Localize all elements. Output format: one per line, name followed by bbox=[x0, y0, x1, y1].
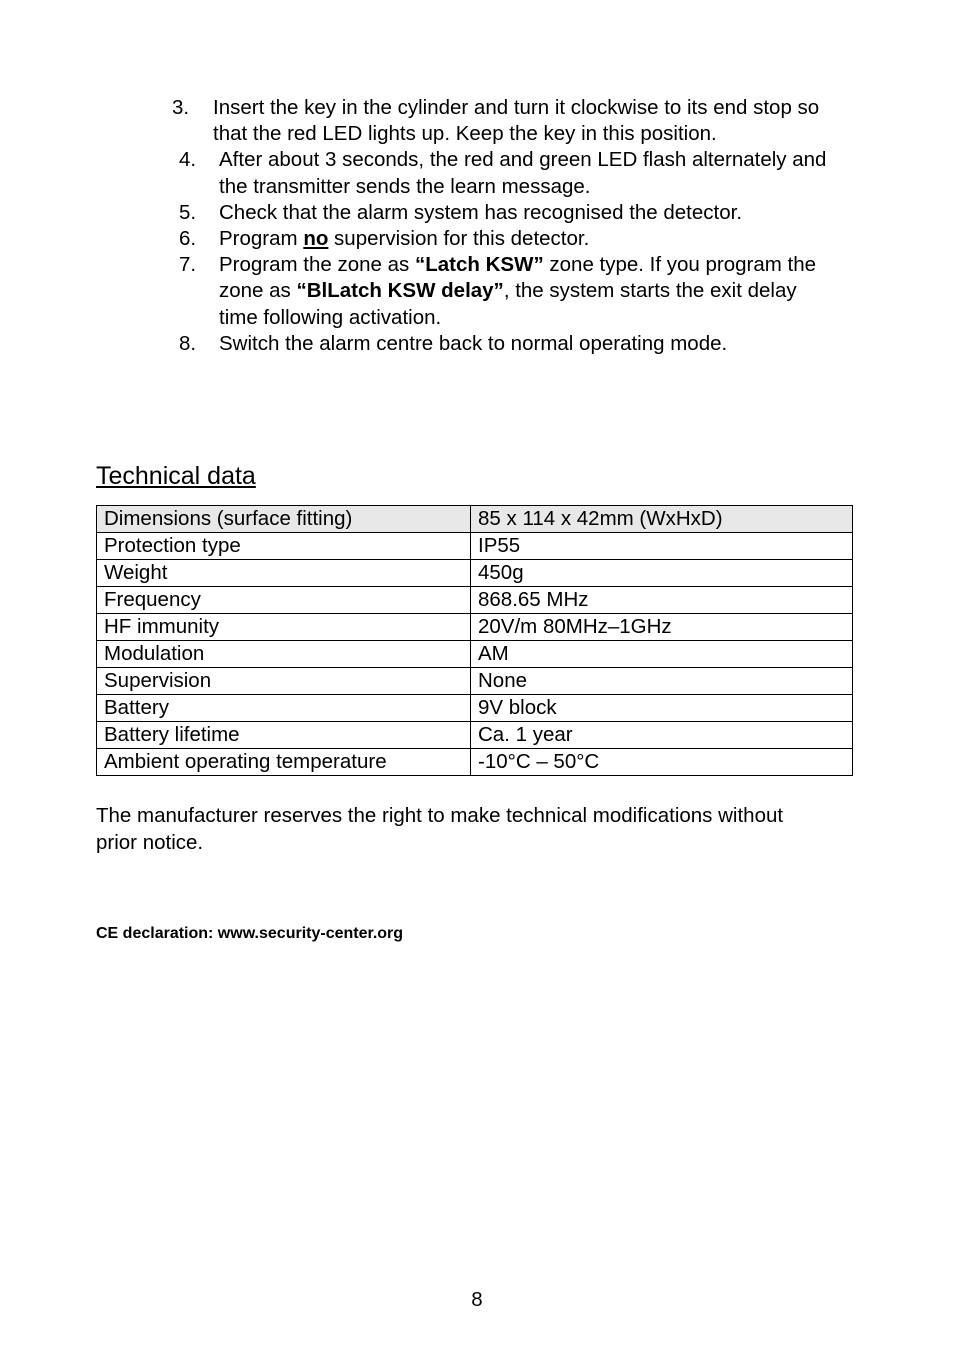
ce-declaration: CE declaration: www.security-center.org bbox=[96, 925, 404, 942]
step-text: Program no supervision for this detector. bbox=[219, 227, 590, 251]
table-cell-label: Dimensions (surface fitting) bbox=[97, 506, 471, 533]
page-number: 8 bbox=[471, 1288, 483, 1311]
table-row bbox=[97, 506, 853, 533]
table-cell-label: Battery lifetime bbox=[97, 722, 471, 749]
table-row bbox=[97, 695, 853, 722]
table-row bbox=[97, 560, 853, 587]
table-cell-value: IP55 bbox=[471, 533, 853, 560]
table-cell-value: 20V/m 80MHz–1GHz bbox=[471, 614, 853, 641]
step-number: 6. bbox=[179, 227, 197, 251]
table-cell-value: Ca. 1 year bbox=[471, 722, 853, 749]
table-row bbox=[97, 668, 853, 695]
table-cell-value: None bbox=[471, 668, 853, 695]
section-title: Technical data bbox=[96, 462, 256, 490]
step-number: 8. bbox=[179, 331, 197, 355]
table-row bbox=[97, 722, 853, 749]
table-cell-label: Supervision bbox=[97, 668, 471, 695]
table-row bbox=[97, 533, 853, 560]
instruction-steps bbox=[172, 95, 832, 357]
list-item bbox=[172, 226, 832, 252]
step-text: Insert the key in the cylinder and turn it clockwise to its end stop so that the red LED lights up. Keep the key in this position. bbox=[213, 96, 820, 146]
list-item bbox=[172, 252, 832, 331]
table-cell-label: Ambient operating temperature bbox=[97, 749, 471, 776]
table-cell-value: 9V block bbox=[471, 695, 853, 722]
table-cell-value: 85 x 114 x 42mm (WxHxD) bbox=[471, 506, 853, 533]
list-item bbox=[172, 200, 832, 226]
step-number: 3. bbox=[172, 96, 190, 119]
table-row bbox=[97, 749, 853, 776]
table-row bbox=[97, 641, 853, 668]
table-cell-label: Battery bbox=[97, 695, 471, 722]
step-text: After about 3 seconds, the red and green LED flash alternately and the transmitter sends the learn message. bbox=[219, 148, 827, 198]
table-row bbox=[97, 587, 853, 614]
list-item bbox=[172, 331, 832, 357]
manufacturer-notice: The manufacturer reserves the right to make technical modifications without prior notice. bbox=[96, 804, 784, 854]
table-cell-value: AM bbox=[471, 641, 853, 668]
list-item bbox=[172, 95, 832, 147]
table-cell-value: 868.65 MHz bbox=[471, 587, 853, 614]
table-cell-label: Protection type bbox=[97, 533, 471, 560]
step-number: 5. bbox=[179, 200, 197, 224]
step-number: 4. bbox=[179, 148, 197, 172]
table-row bbox=[97, 614, 853, 641]
table-cell-value: -10°C – 50°C bbox=[471, 749, 853, 776]
table-cell-label: Weight bbox=[97, 560, 471, 587]
table-cell-value: 450g bbox=[471, 560, 853, 587]
technical-data-table bbox=[96, 505, 853, 776]
step-text: Switch the alarm centre back to normal operating mode. bbox=[219, 331, 728, 355]
list-item bbox=[172, 147, 832, 199]
table-cell-label: HF immunity bbox=[97, 614, 471, 641]
step-text: Check that the alarm system has recognised the detector. bbox=[219, 200, 743, 224]
table-cell-label: Frequency bbox=[97, 587, 471, 614]
step-number: 7. bbox=[179, 253, 197, 277]
step-text: Program the zone as “Latch KSW” zone type. If you program the zone as “BlLatch KSW delay”, the system starts the exit delay time following activation. bbox=[219, 253, 817, 329]
table-cell-label: Modulation bbox=[97, 641, 471, 668]
